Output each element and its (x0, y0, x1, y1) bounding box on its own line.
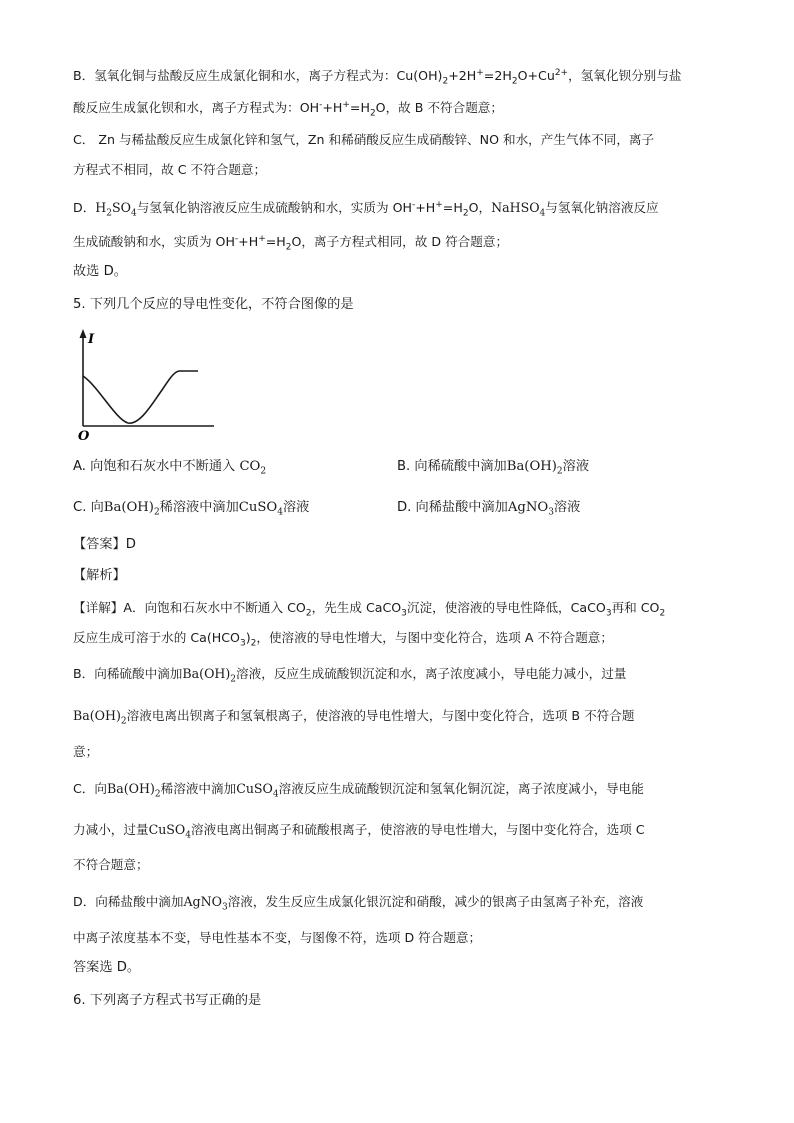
option-c[interactable]: C. 向$Ba(OH)_2$稀溶液中滴加CuSO$_4$溶液 (73, 500, 310, 518)
explanation-c-line-1: C． Zn 与稀盐酸反应生成氯化锌和氢气，Zn 和稀硝酸反应生成硝酸锌、NO 和水，产生气体不同，离子 (73, 132, 655, 147)
explanation-d-line-1: D．$H_2SO_4$与氢氧化钠溶液反应生成硫酸钠和水，实质为 $OH^-+H^+=H_2O$，NaHSO$_4$与氢氧化钠溶液反应 (73, 199, 659, 219)
conclusion-q5: 答案选 D。 (73, 960, 141, 975)
detail-line-10: 中离子浓度基本不变，导电性基本不变，与图像不符，选项 D 符合题意； (73, 930, 482, 945)
explanation-c-line-2: 方程式不相同，故 C 不符合题意； (73, 162, 267, 177)
option-d[interactable]: D. 向稀盐酸中滴加AgNO$_3$溶液 (397, 500, 581, 518)
detail-line-5: 意； (73, 744, 99, 759)
conductivity-graph (72, 326, 232, 446)
detail-line-4: $Ba(OH)_2$溶液电离出钡离子和氢氧根离子，使溶液的导电性增大，与图中变化符合，选项 B 不符合题 (73, 708, 635, 727)
explanation-b-line-1: B．氢氧化铜与盐酸反应生成氯化铜和水，离子方程式为：$Cu(OH)_2+2H^+=2H_2O+Cu^{2+}$，氢氧化钡分别与盐 (73, 67, 682, 87)
detail-line-6: C．向$Ba(OH)_2$稀溶液中滴加CuSO$_4$溶液反应生成硫酸钡沉淀和氢氧化铜沉淀，离子浓度减小，导电能 (73, 781, 644, 800)
answer-label: 【答案】D (73, 537, 136, 552)
conductivity-curve (83, 371, 198, 423)
question-6-stem: 6. 下列离子方程式书写正确的是 (73, 993, 262, 1008)
question-5-stem: 5. 下列几个反应的导电性变化，不符合图像的是 (73, 297, 354, 312)
detail-line-7: 力减小，过量CuSO$_4$溶液电离出铜离子和硫酸根离子，使溶液的导电性增大，与图中变化符合，选项 C (73, 822, 645, 841)
explanation-d-line-2: 生成硫酸钠和水，实质为 $OH^-+H^+=H_2O$，离子方程式相同，故 D 符合题意； (73, 233, 509, 253)
option-b[interactable]: B. 向稀硫酸中滴加$Ba(OH)_2$溶液 (397, 459, 590, 477)
option-a[interactable]: A. 向饱和石灰水中不断通入 $CO_2$ (73, 459, 267, 477)
origin-label: O (78, 429, 90, 444)
y-axis-arrow (80, 329, 87, 338)
analysis-label: 【解析】 (73, 568, 126, 583)
explanation-b-line-2: 酸反应生成氯化钡和水，离子方程式为：$OH^-+H^+=H_2O$，故 B 不符合题意； (73, 99, 503, 119)
detail-line-8: 不符合题意； (73, 857, 149, 872)
y-axis-label: I (88, 332, 95, 347)
detail-line-3: B．向稀硫酸中滴加$Ba(OH)_2$溶液，反应生成硫酸钡沉淀和水，离子浓度减小，导电能力减小，过量 (73, 666, 627, 685)
detail-line-9: D．向稀盐酸中滴加AgNO$_3$溶液，发生反应生成氯化银沉淀和硝酸，减少的银离子由氢离子补充，溶液 (73, 894, 644, 913)
detail-line-2: 反应生成可溶于水的 $Ca(HCO_3)_2$，使溶液的导电性增大，与图中变化符合，选项 A 不符合题意； (73, 630, 613, 649)
detail-line-1: 【详解】A．向饱和石灰水中不断通入 $CO_2$，先生成 CaCO$_3$沉淀，使溶液的导电性降低，CaCO$_3$再和 $CO_2$ (73, 600, 666, 619)
conclusion-prev: 故选 D。 (73, 264, 127, 279)
